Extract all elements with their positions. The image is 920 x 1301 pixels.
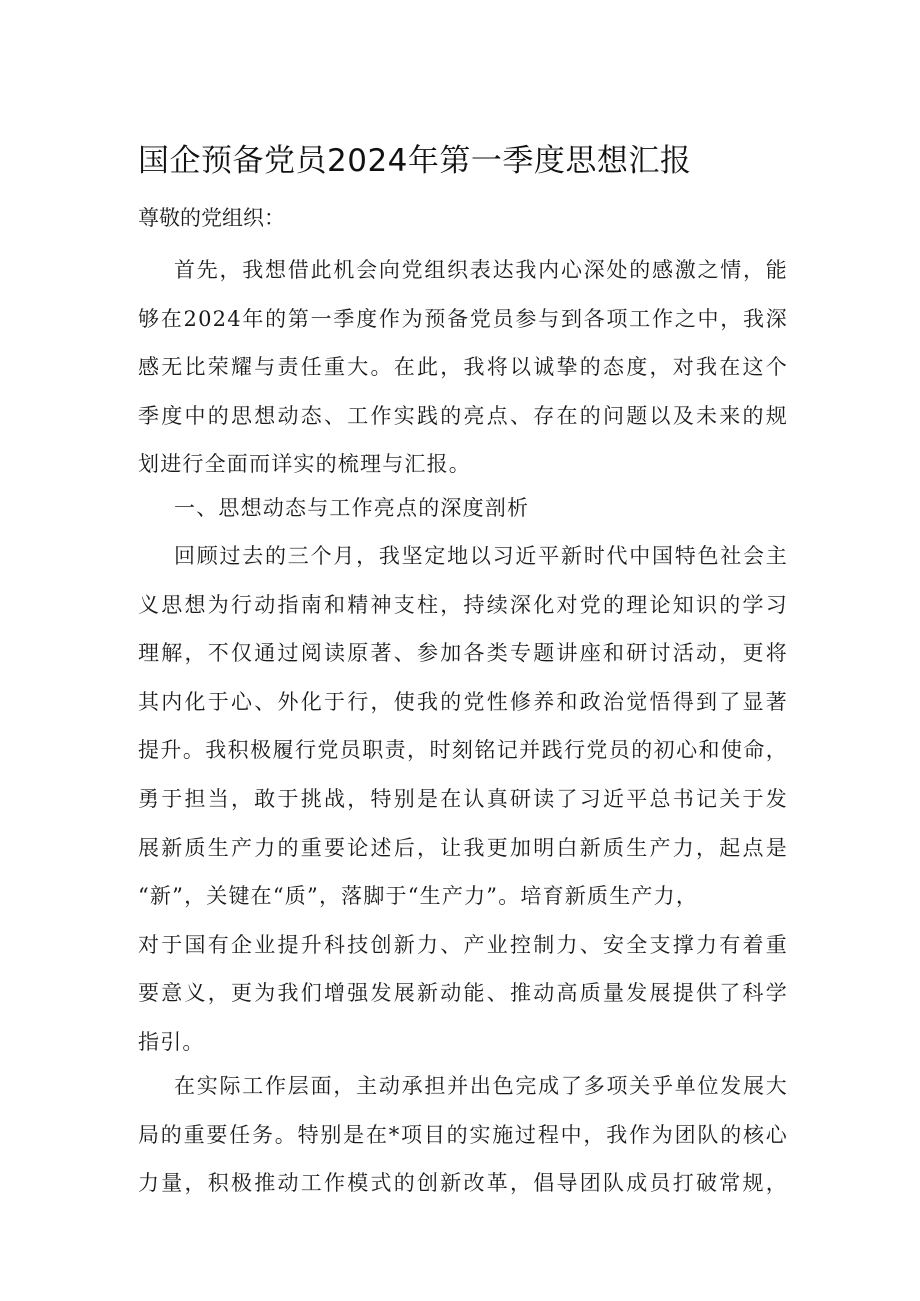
paragraph-line: 展新质生产力的重要论述后，让我更加明白新质生产力，起点是 bbox=[138, 835, 788, 860]
paragraph-line: 局的重要任务。特别是在*项目的实施过程中，我作为团队的核心 bbox=[138, 1122, 788, 1147]
paragraph-line: 勇于担当，敢于挑战，特别是在认真研读了习近平总书记关于发 bbox=[138, 786, 788, 811]
paragraph-line: 首先，我想借此机会向党组织表达我内心深处的感激之情，能 bbox=[174, 258, 788, 282]
paragraph-intro bbox=[138, 246, 788, 489]
paragraph-thoughts bbox=[138, 532, 788, 1067]
paragraph-line: “新”，关键在“质”，落脚于“生产力”。培育新质生产力， bbox=[138, 884, 699, 909]
paragraph-line: 指引。 bbox=[138, 1029, 205, 1054]
paragraph-line: 对于国有企业提升科技创新力、产业控制力、安全支撑力有着重 bbox=[138, 932, 788, 957]
salutation: 尊敬的党组织： bbox=[138, 206, 285, 230]
paragraph-line: 义思想为行动指南和精神支柱，持续深化对党的理论知识的学习 bbox=[138, 592, 788, 617]
paragraph-line: 要意义，更为我们增强发展新动能、推动高质量发展提供了科学 bbox=[138, 981, 788, 1006]
paragraph-line: 提升。我积极履行党员职责，时刻铭记并践行党员的初心和使命， bbox=[138, 738, 788, 763]
paragraph-line: 划进行全面而详实的梳理与汇报。 bbox=[138, 452, 471, 477]
paragraph-line: 其内化于心、外化于行，使我的党性修养和政治觉悟得到了显著 bbox=[138, 689, 788, 714]
paragraph-line: 力量，积极推动工作模式的创新改革，倡导团队成员打破常规， bbox=[138, 1171, 788, 1196]
paragraph-line: 理解，不仅通过阅读原著、参加各类专题讲座和研讨活动，更将 bbox=[138, 641, 788, 666]
section-heading-text: 一、思想动态与工作亮点的深度剖析 bbox=[174, 496, 530, 520]
paragraph-line: 够在2024年的第一季度作为预备党员参与到各项工作之中，我深 bbox=[138, 306, 788, 331]
paragraph-line: 在实际工作层面，主动承担并出色完成了多项关乎单位发展大 bbox=[174, 1074, 788, 1098]
paragraph-line: 感无比荣耀与责任重大。在此，我将以诚挚的态度，对我在这个 bbox=[138, 355, 788, 380]
section-heading bbox=[138, 484, 788, 533]
paragraph-line: 季度中的思想动态、工作实践的亮点、存在的问题以及未来的规 bbox=[138, 403, 788, 428]
paragraph-line: 回顾过去的三个月，我坚定地以习近平新时代中国特色社会主 bbox=[174, 544, 788, 568]
document-title: 国企预备党员2024年第一季度思想汇报 bbox=[138, 143, 692, 179]
paragraph-work bbox=[138, 1062, 788, 1208]
